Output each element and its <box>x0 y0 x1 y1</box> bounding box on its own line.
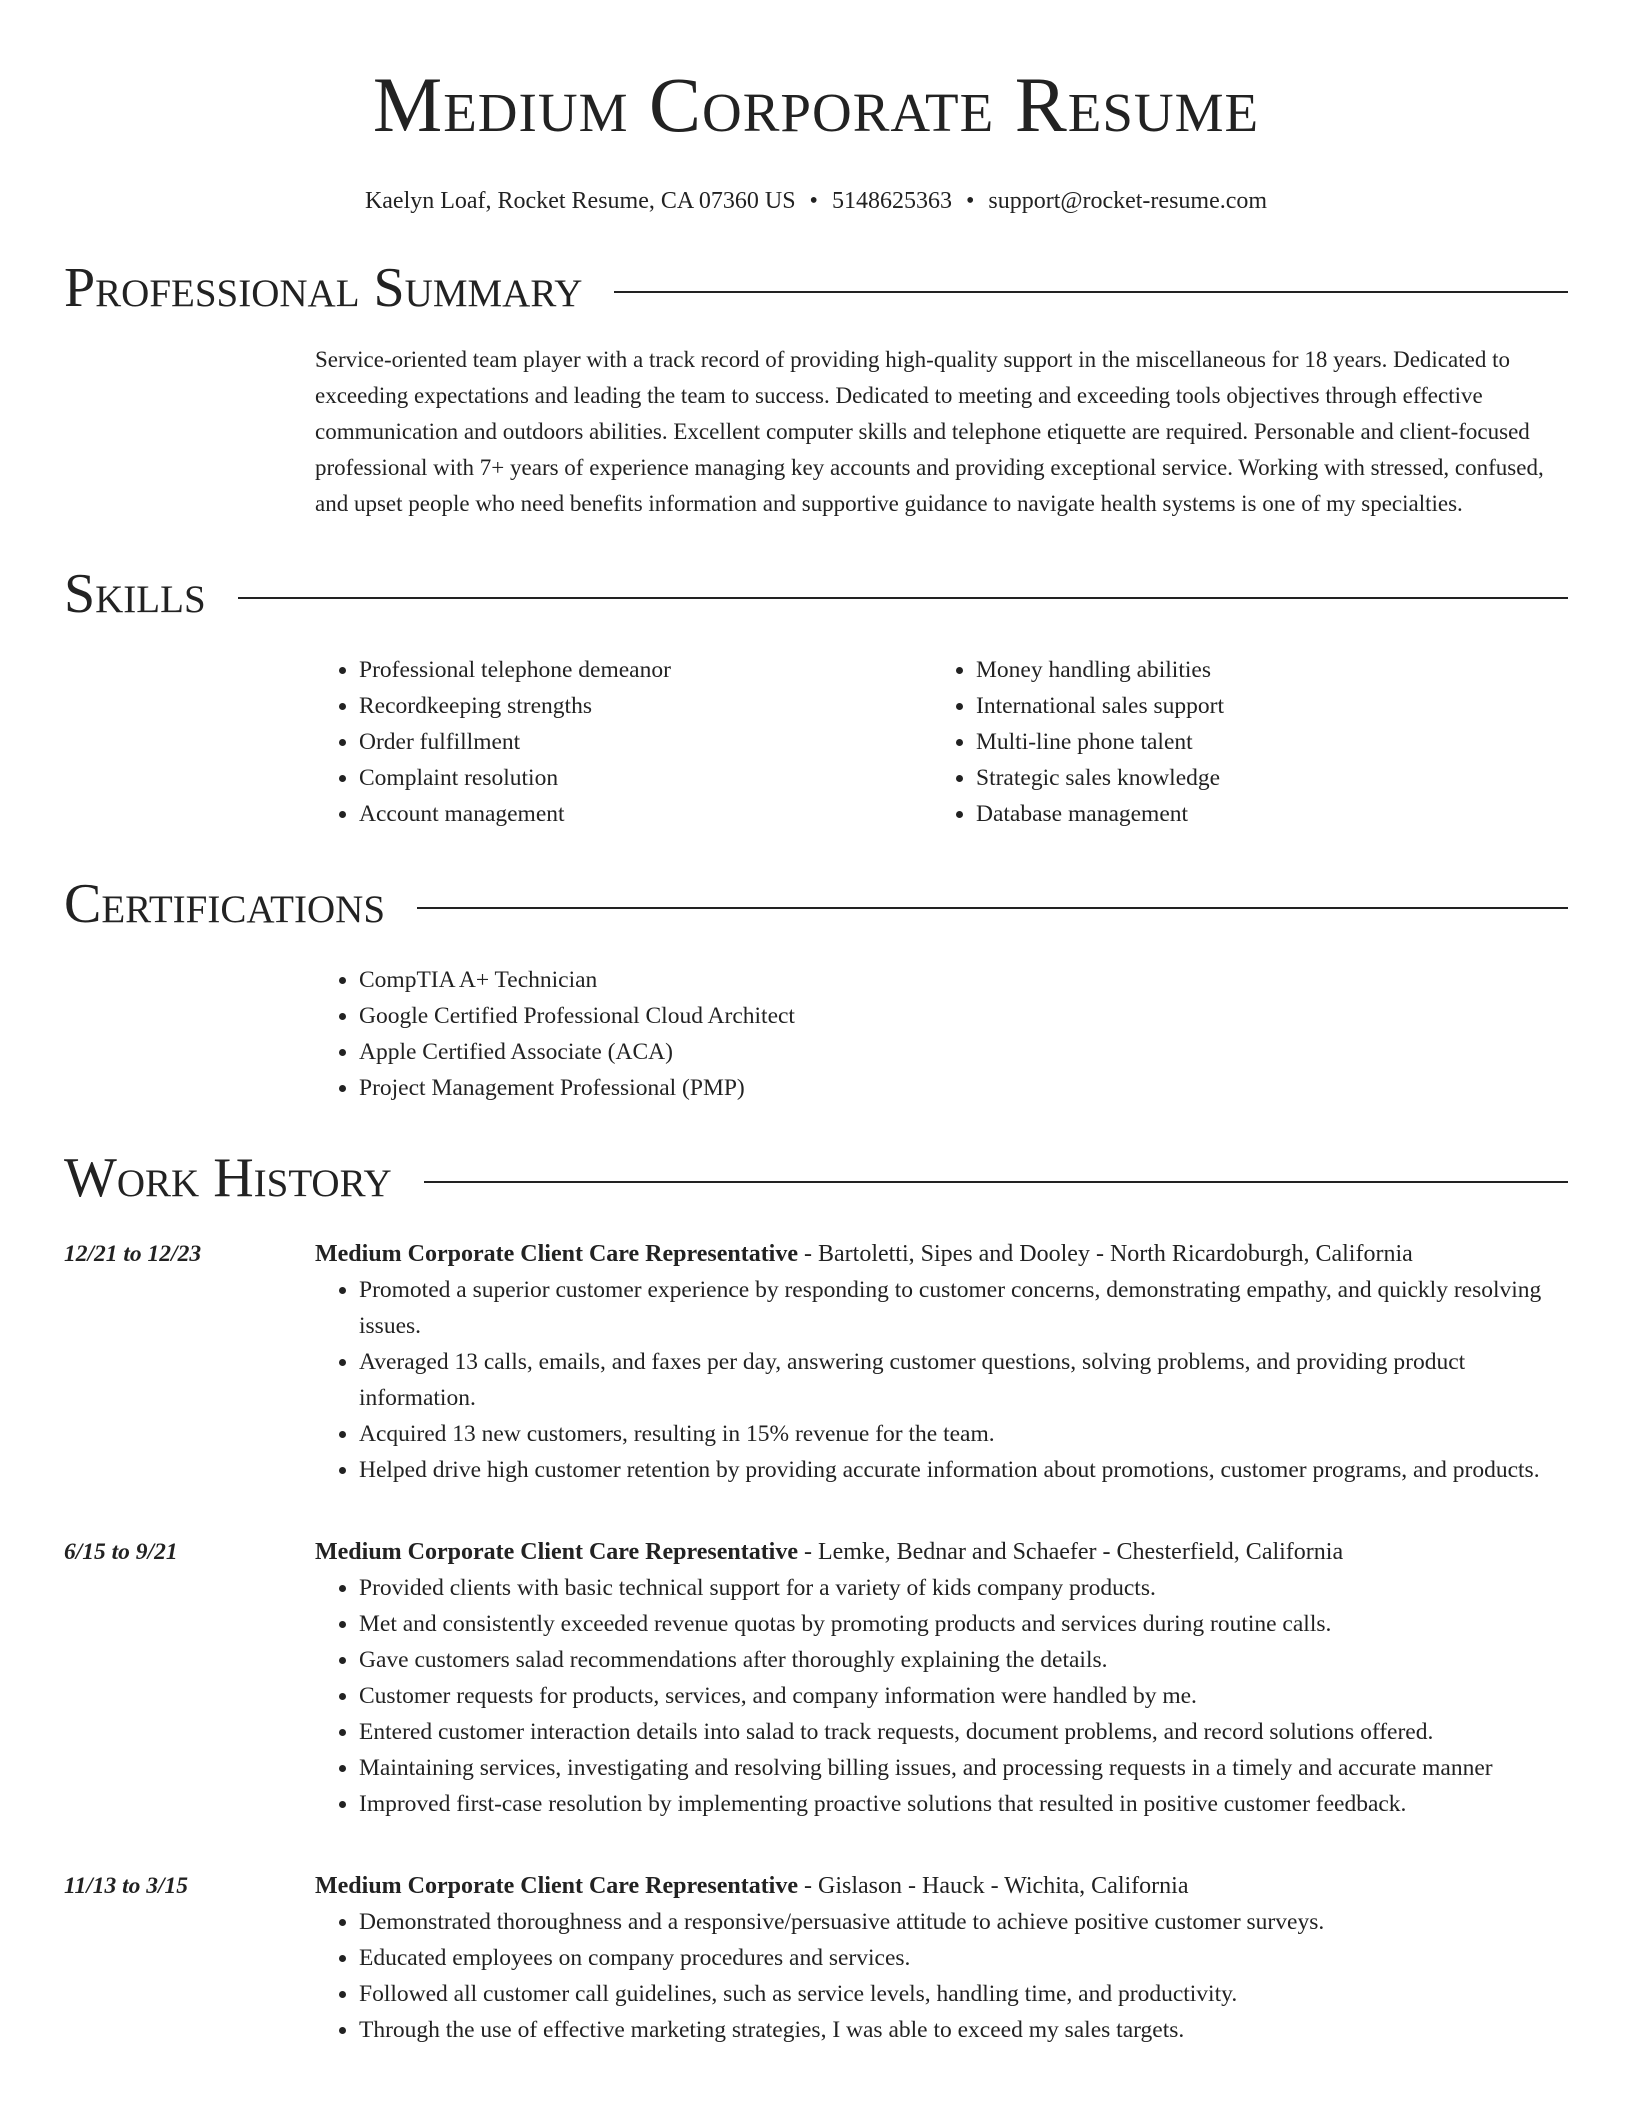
contact-email: support@rocket-resume.com <box>988 188 1268 214</box>
section-divider <box>238 597 1568 599</box>
job-company: - Bartoletti, Sipes and Dooley - North Ricardoburgh, California <box>798 1241 1413 1267</box>
skills-column-left <box>315 652 932 832</box>
job-bullet: • Followed all customer call guidelines, such as service levels, handling time, and productivity. <box>359 1976 1568 2012</box>
skill-item: • Strategic sales knowledge <box>976 760 1549 796</box>
skill-item: • Database management <box>976 796 1549 832</box>
job-bullets <box>315 1272 1568 1488</box>
job-entry <box>64 1236 1568 1488</box>
certifications-heading: Certifications <box>64 873 386 935</box>
job-bullet: • Demonstrated thoroughness and a responsive/persuasive attitude to achieve positive customer surveys. <box>359 1904 1568 1940</box>
contact-line <box>64 186 1568 216</box>
certification-item: • Apple Certified Associate (ACA) <box>359 1034 1568 1070</box>
job-bullet: • Helped drive high customer retention by providing accurate information about promotions, customer programs, and products. <box>359 1452 1568 1488</box>
job-dates: 6/15 to 9/21 <box>64 1539 178 1565</box>
contact-separator: • <box>809 188 818 214</box>
job-bullet: • Improved first-case resolution by implementing proactive solutions that resulted in positive customer feedback. <box>359 1786 1568 1822</box>
job-bullet: • Through the use of effective marketing strategies, I was able to exceed my sales targets. <box>359 2012 1568 2048</box>
contact-separator: • <box>965 188 975 214</box>
job-bullet: • Customer requests for products, services, and company information were handled by me. <box>359 1678 1568 1714</box>
skills-list <box>315 652 1568 832</box>
job-header <box>315 1236 1568 1272</box>
job-role: Medium Corporate Client Care Representative <box>315 1241 798 1267</box>
contact-address: Kaelyn Loaf, Rocket Resume, CA 07360 US <box>364 188 796 214</box>
job-company: - Gislason - Hauck - Wichita, California <box>798 1873 1189 1899</box>
job-company: - Lemke, Bednar and Schaefer - Chesterfield, California <box>798 1539 1344 1565</box>
job-role: Medium Corporate Client Care Representative <box>315 1873 798 1899</box>
job-bullet: • Met and consistently exceeded revenue quotas by promoting products and services during routine calls. <box>359 1606 1568 1642</box>
skills-section-header <box>64 562 1568 626</box>
skills-column-right <box>932 652 1549 832</box>
job-bullets <box>315 1570 1568 1822</box>
job-dates: 11/13 to 3/15 <box>64 1873 189 1899</box>
job-bullet: • Educated employees on company procedures and services. <box>359 1940 1568 1976</box>
job-dates: 12/21 to 12/23 <box>64 1241 202 1267</box>
job-bullet: • Averaged 13 calls, emails, and faxes per day, answering customer questions, solving problems, and providing product information. <box>359 1344 1568 1416</box>
job-header <box>315 1534 1568 1570</box>
contact-phone: 5148625363 <box>831 188 952 214</box>
skill-item: • Recordkeeping strengths <box>359 688 932 724</box>
job-details <box>315 1236 1568 1488</box>
job-bullet: • Gave customers salad recommendations after thoroughly explaining the details. <box>359 1642 1568 1678</box>
section-divider <box>614 291 1568 293</box>
skill-item: • Complaint resolution <box>359 760 932 796</box>
skill-item: • Order fulfillment <box>359 724 932 760</box>
skill-item: • Multi-line phone talent <box>976 724 1549 760</box>
work-section-header <box>64 1146 1568 1210</box>
job-details <box>315 1534 1568 1822</box>
section-divider <box>417 907 1568 909</box>
certification-item: • Google Certified Professional Cloud Architect <box>359 998 1568 1034</box>
summary-heading: Professional Summary <box>64 257 583 319</box>
certifications-section-header <box>64 872 1568 936</box>
job-role: Medium Corporate Client Care Representative <box>315 1539 798 1565</box>
work-heading: Work History <box>64 1147 392 1209</box>
job-header <box>315 1868 1568 1904</box>
section-divider <box>424 1181 1568 1183</box>
certifications-list <box>315 962 1568 1106</box>
skill-item: • Money handling abilities <box>976 652 1549 688</box>
job-entry <box>64 1534 1568 1822</box>
resume-title: Medium Corporate Resume <box>372 61 1260 148</box>
skills-heading: Skills <box>64 563 206 625</box>
job-bullet: • Entered customer interaction details into salad to track requests, document problems, and record solutions offered. <box>359 1714 1568 1750</box>
certification-item: • CompTIA A+ Technician <box>359 962 1568 998</box>
job-bullet: • Provided clients with basic technical support for a variety of kids company products. <box>359 1570 1568 1606</box>
skill-item: • International sales support <box>976 688 1549 724</box>
summary-section-header <box>64 256 1568 320</box>
job-bullets <box>315 1904 1568 2048</box>
job-entry <box>64 1868 1568 2048</box>
skill-item: • Professional telephone demeanor <box>359 652 932 688</box>
summary-text: Service-oriented team player with a track record of providing high-quality support in the miscellaneous for 18 years. Dedicated to exceeding expectations and leading the team to success. Dedicated to meeting and exceeding tools objectives through effective communication and outdoors abilities. Excellent computer skills and telephone etiquette are required. Personable and client-focused professional with 7+ years of experience managing key accounts and providing exceptional service. Working with stressed, confused, and upset people who need benefits information and supportive guidance to navigate health systems is one of my specialties. <box>315 347 1544 516</box>
job-bullet: • Acquired 13 new customers, resulting in 15% revenue for the team. <box>359 1416 1568 1452</box>
job-details <box>315 1868 1568 2048</box>
job-bullet: • Promoted a superior customer experience by responding to customer concerns, demonstrating empathy, and quickly resolving issues. <box>359 1272 1568 1344</box>
skill-item: • Account management <box>359 796 932 832</box>
job-bullet: • Maintaining services, investigating and resolving billing issues, and processing requests in a timely and accurate manner <box>359 1750 1568 1786</box>
certification-item: • Project Management Professional (PMP) <box>359 1070 1568 1106</box>
